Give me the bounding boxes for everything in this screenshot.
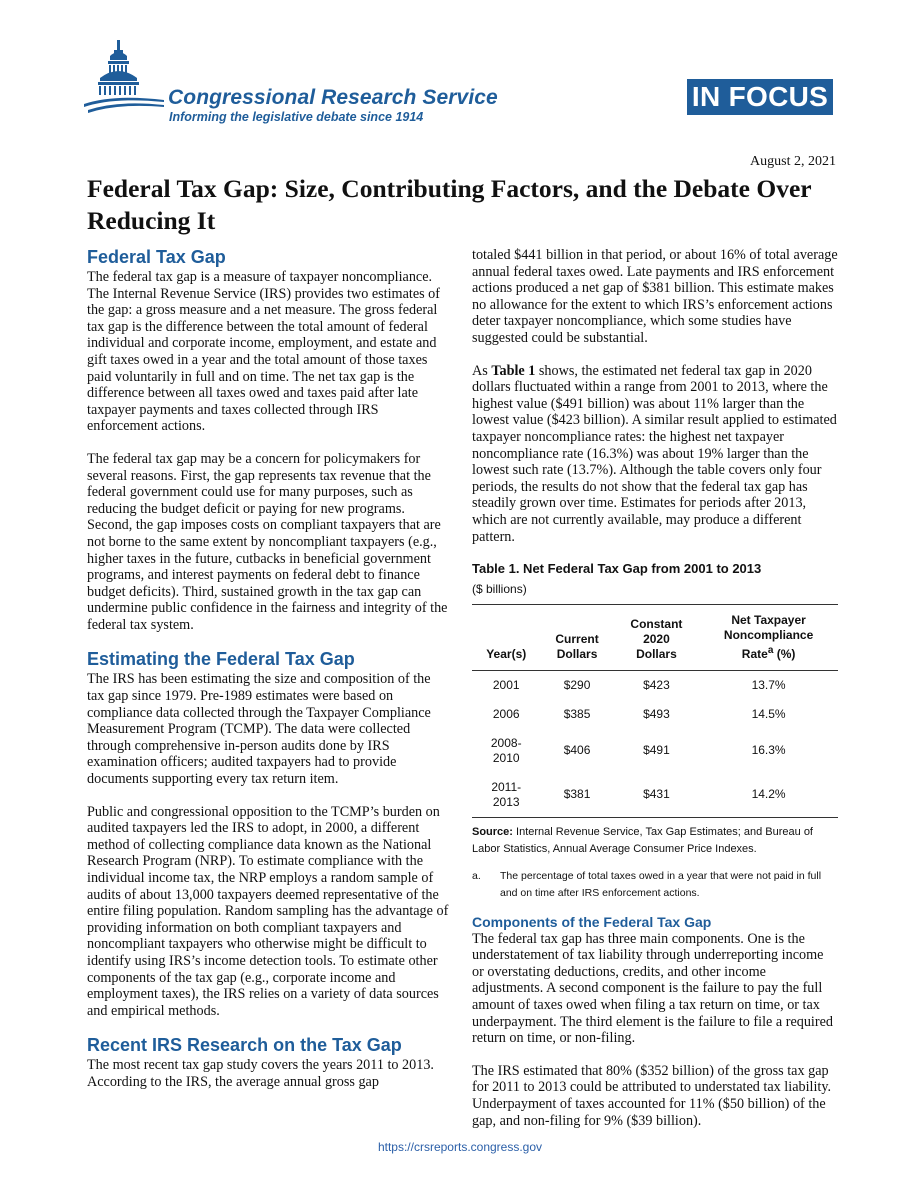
cell-rate: 13.7% bbox=[751, 677, 786, 692]
paragraph bbox=[472, 363, 838, 546]
cell-year: 2006 bbox=[492, 706, 520, 721]
table-title: Table 1. Net Federal Tax Gap from 2001 to 2013 bbox=[472, 561, 762, 577]
paragraph: The federal tax gap has three main components. One is the understatement of tax liability through underreporting income or overstating deductions, credits, and other income adjustments. A second component is the failure to pay the full amount of taxes owed when filing a tax return on time, or tax underpayment. The third element is the failure to file a required return on time, or non-filing. bbox=[472, 930, 833, 1047]
cell-rate: 14.5% bbox=[751, 706, 786, 721]
cell-year: 2011- 2013 bbox=[491, 779, 522, 809]
right-column bbox=[472, 247, 838, 1145]
cell-current: $290 bbox=[563, 677, 591, 692]
paragraph: The most recent tax gap study covers the years 2011 to 2013. According to the IRS, the average annual gross gap bbox=[87, 1057, 434, 1090]
table-row bbox=[472, 729, 838, 773]
col-header-rate: Net Taxpayer Noncompliance Rate$^a$ (%) bbox=[699, 604, 838, 670]
table-row bbox=[472, 700, 838, 729]
note-text: The percentage of total taxes owed in a year that were not paid in full and on time after IRS enforcement actions. bbox=[500, 869, 822, 899]
text-run: As bbox=[472, 362, 492, 379]
cell-constant: $493 bbox=[643, 706, 670, 721]
cell-rate: 14.2% bbox=[751, 787, 786, 802]
left-column bbox=[87, 247, 449, 1107]
footer-link[interactable]: https://crsreports.congress.gov bbox=[377, 1140, 543, 1154]
paragraph: The IRS estimated that 80% ($352 billion) of the gross tax gap for 2011 to 2013 could be attributed to understated tax liability. Underpayment of taxes accounted for 11% ($50 billion) of the gap, and non-filing for 9% ($39 billion). bbox=[472, 1062, 832, 1129]
paragraph: The federal tax gap may be a concern for policymakers for several reasons. First, the gap represents tax revenue that the federal government could use for many purposes, such as reducing the budget deficit or paying for new programs. Second, the gap imposes costs on compliant taxpayers that are not borne to the same extent by noncompliant taxpayers (e.g., higher taxes in the future, cutbacks in beneficial government programs, and interest payments on federal debt to finance budget deficits). Third, sustained growth in the tax gap can undermine public confidence in the fairness and integrity of the federal tax system. bbox=[87, 450, 448, 633]
cell-constant: $423 bbox=[643, 677, 670, 692]
paragraph: totaled $441 billion in that period, or about 16% of total average annual federal taxes owed. Late payments and IRS enforcement actions produced a net gap of $381 billion. This estimate makes no allowance for the extent to which IRS’s enforcement actions deter taxpayer noncompliance, which some studies have suggested could be substantial. bbox=[472, 247, 838, 346]
note-label: a. bbox=[472, 869, 481, 882]
page-title: Federal Tax Gap: Size, Contributing Factors, and the Debate Over Reducing It bbox=[87, 174, 812, 235]
cell-current: $381 bbox=[563, 787, 591, 802]
section-heading-federal-tax-gap: Federal Tax Gap bbox=[87, 247, 226, 267]
table-row bbox=[472, 670, 838, 700]
text-run: shows, the estimated net federal tax gap in 2020 dollars fluctuated within a range from 2001 to 2013, where the highest value ($491 billion) was about 11% larger than the lowest value ($423 billion). A similar result applied to estimated taxpayer noncompliance rates: the highest net taxpayer noncompliance rate (16.3%) was about 19% larger than the lowest such rate (13.7%). Although the table covers only four periods, the results do not show that the federal tax gap has steadily grown over time. Estimates for periods after 2013, which are not currently available, may produce a different pattern. bbox=[472, 362, 837, 545]
page-header bbox=[0, 0, 920, 140]
in-focus-badge: IN FOCUS bbox=[687, 79, 833, 115]
table-source: Source: Internal Revenue Service, Tax Gap Estimates; and Bureau of Labor Statistics, Annual Average Consumer Price Indexes. bbox=[472, 825, 813, 855]
cell-year: 2001 bbox=[492, 677, 520, 692]
cell-rate: 16.3% bbox=[751, 743, 786, 758]
cell-year: 2008- 2010 bbox=[490, 735, 522, 765]
section-heading-components: Components of the Federal Tax Gap bbox=[472, 913, 712, 930]
table-unit: ($ billions) bbox=[472, 582, 527, 597]
cell-current: $406 bbox=[563, 743, 591, 758]
org-tagline: Informing the legislative debate since 1914 bbox=[169, 110, 424, 124]
org-name: Congressional Research Service bbox=[168, 86, 498, 109]
section-heading-estimating: Estimating the Federal Tax Gap bbox=[87, 649, 355, 670]
table-row bbox=[472, 773, 838, 818]
table-note bbox=[472, 868, 838, 902]
tax-gap-table bbox=[472, 604, 838, 818]
table-header-row bbox=[472, 604, 838, 670]
publication-date: August 2, 2021 bbox=[750, 154, 836, 169]
paragraph: Public and congressional opposition to the TCMP’s burden on audited taxpayers led the IRS to adopt, in 2000, a different method of collecting compliance data known as the National Research Program (NRP). To estimate compliance with the individual income tax, the NRP employs a random sample of audits of about 13,000 taxpayers deemed representative of the entire filing population. Random sampling has the advantage of providing information on both compliant taxpayers and noncompliant taxpayers who otherwise might be difficult to identify using IRS’s income detection tools. To estimate other components of the tax gap (e.g., corporate income and employment taxes), the IRS relies on a variety of data sources and empirical methods. bbox=[87, 803, 449, 1019]
col-header-constant: Constant 2020 Dollars bbox=[614, 604, 700, 670]
cell-current: $385 bbox=[563, 706, 591, 721]
paragraph: The federal tax gap is a measure of taxpayer noncompliance. The Internal Revenue Service (IRS) provides two estimates of the gap: a gross measure and a net measure. The gross federal tax gap is the difference between the total amount of federal individual and corporate income, employment, and estate and gift taxes owed in a year and the total amount of those taxes paid voluntarily in full and on time. The net tax gap is the difference between all taxes owed and taxes paid after late taxpayer payments and taxes collected through IRS enforcement actions. bbox=[87, 269, 441, 435]
table-reference: Table 1 bbox=[491, 362, 536, 379]
paragraph: The IRS has been estimating the size and composition of the tax gap since 1979. Pre-1989 estimates were based on compliance data collected through the Taxpayer Compliance Measurement Program (TCMP). The data were collected through comprehensive in-person audits done by IRS examination officers; audited taxpayers had to provide documents supporting every tax return item. bbox=[87, 671, 431, 788]
col-header-current: Current Dollars bbox=[540, 604, 613, 670]
section-heading-recent-research: Recent IRS Research on the Tax Gap bbox=[87, 1035, 402, 1056]
capitol-dome-logo bbox=[84, 38, 164, 116]
col-header-year: Year(s) bbox=[472, 604, 540, 670]
cell-constant: $491 bbox=[643, 743, 670, 758]
cell-constant: $431 bbox=[643, 787, 670, 802]
